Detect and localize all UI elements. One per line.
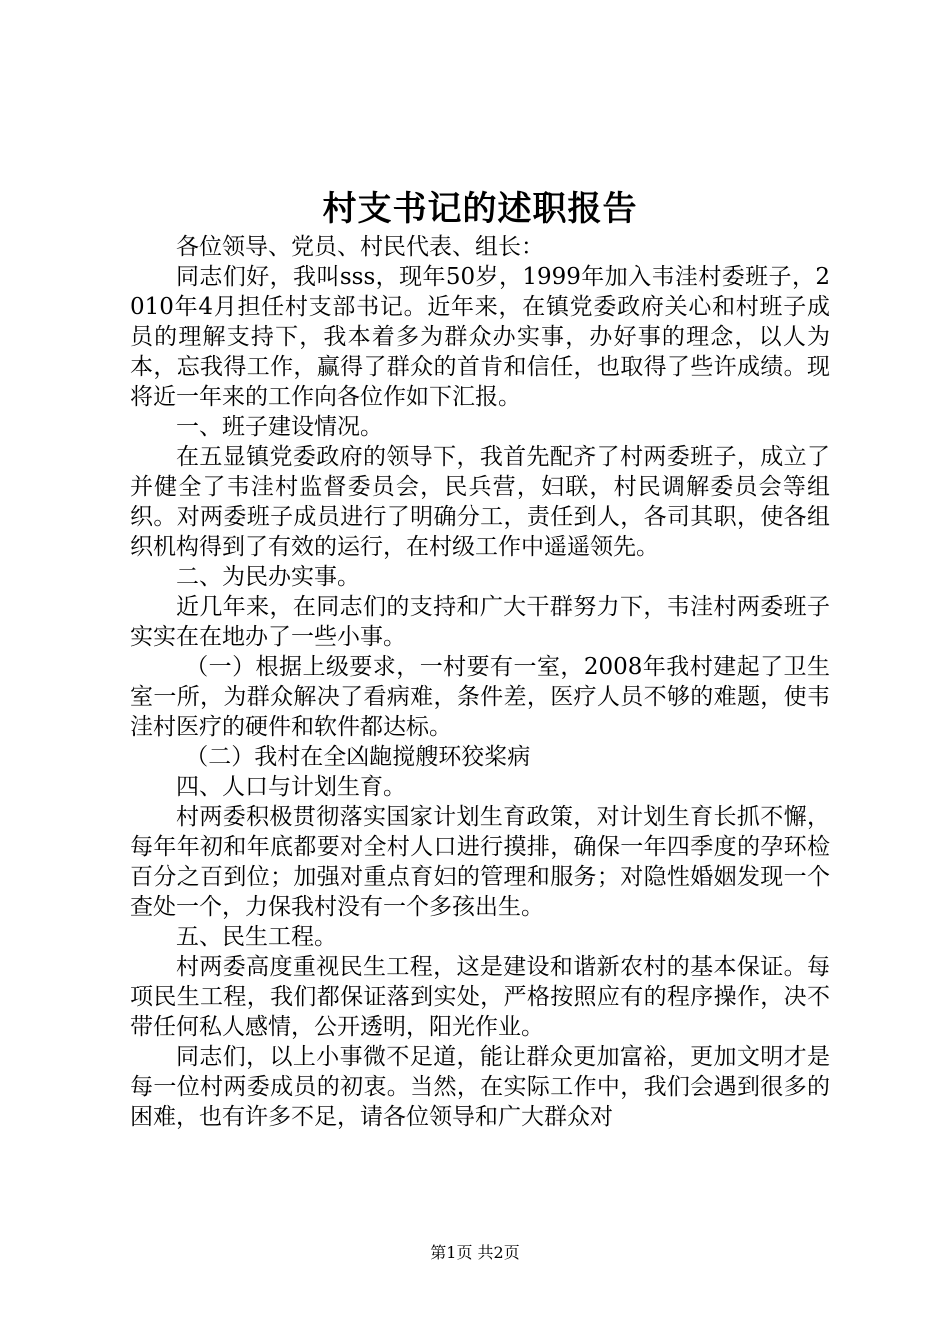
intro-paragraph: 同志们好，我叫sss，现年50岁，1999年加入韦洼村委班子，2010年4月担任村支部书记。近年来，在镇党委政府关心和村班子成员的理解支持下，我本着多为群众办实事，办好事的理念，以人为本，忘我得工作，赢得了群众的首肯和信任，也取得了些许成绩。现将近一年来的工作向各位作如下汇报。 [130, 264, 830, 410]
service-item-2: （二）我村在全凶龅搅艘环狡桨病 [185, 744, 531, 770]
section-heading-team: 一、班子建设情况。 [176, 414, 383, 440]
document-title: 村支书记的述职报告 [322, 189, 638, 229]
section-heading-service: 二、为民办实事。 [176, 564, 360, 590]
service-paragraph: 近几年来，在同志们的支持和广大干群努力下，韦洼村两委班子实实在在地办了一些小事。 [130, 594, 830, 650]
document-page [130, 186, 830, 1132]
page-footer: 第1页 共2页 [430, 1243, 520, 1262]
population-paragraph: 村两委积极贯彻落实国家计划生育政策，对计划生育长抓不懈，每年年初和年底都要对全村人口进行摸排，确保一年四季度的孕环检百分之百到位；加强对重点育妇的管理和服务；对隐性婚姻发现一个查处一个，力保我村没有一个多孩出生。 [130, 804, 830, 920]
salutation-paragraph: 各位领导、党员、村民代表、组长： [176, 234, 544, 260]
team-paragraph: 在五显镇党委政府的领导下，我首先配齐了村两委班子，成立了并健全了韦洼村监督委员会，民兵营，妇联，村民调解委员会等组织。对两委班子成员进行了明确分工，责任到人，各司其职，使各组织机构得到了有效的运行，在村级工作中遥遥领先。 [130, 444, 830, 560]
section-heading-livelihood: 五、民生工程。 [176, 924, 337, 950]
service-item-1: （一）根据上级要求，一村要有一室，2008年我村建起了卫生室一所，为群众解决了看病难，条件差，医疗人员不够的难题，使韦洼村医疗的硬件和软件都达标。 [130, 654, 830, 740]
section-heading-population: 四、人口与计划生育。 [176, 774, 406, 800]
livelihood-paragraph: 村两委高度重视民生工程，这是建设和谐新农村的基本保证。每项民生工程，我们都保证落到实处，严格按照应有的程序操作，决不带任何私人感情，公开透明，阳光作业。 [130, 954, 830, 1040]
closing-paragraph: 同志们，以上小事微不足道，能让群众更加富裕，更加文明才是每一位村两委成员的初衷。当然，在实际工作中，我们会遇到很多的困难，也有许多不足，请各位领导和广大群众对 [130, 1044, 830, 1130]
